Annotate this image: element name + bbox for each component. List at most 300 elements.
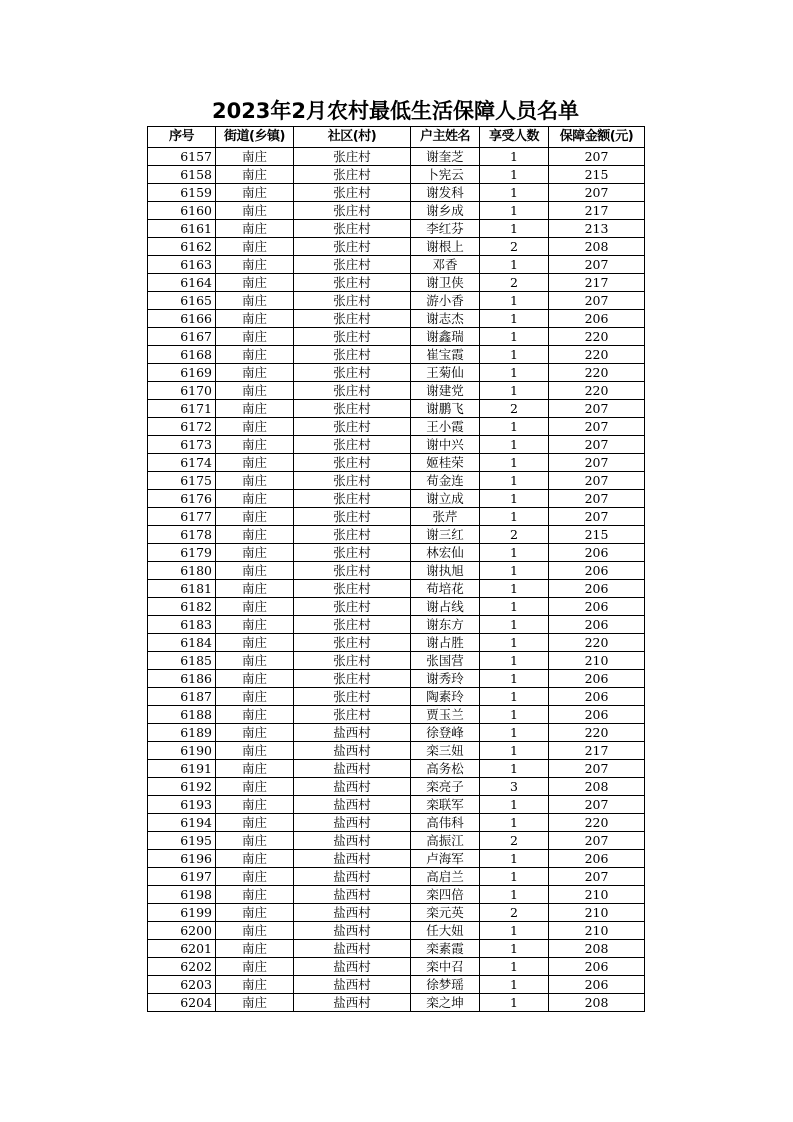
cell-count: 1 xyxy=(480,562,549,580)
cell-seq: 6200 xyxy=(148,922,216,940)
cell-count: 2 xyxy=(480,526,549,544)
cell-name: 张国营 xyxy=(411,652,480,670)
cell-town: 南庄 xyxy=(216,400,294,418)
table-row xyxy=(148,310,645,328)
table-row xyxy=(148,148,645,166)
cell-village: 盐西村 xyxy=(294,778,411,796)
table-row xyxy=(148,868,645,886)
cell-town: 南庄 xyxy=(216,976,294,994)
cell-name: 卢海军 xyxy=(411,850,480,868)
cell-village: 张庄村 xyxy=(294,202,411,220)
table-row xyxy=(148,940,645,958)
cell-seq: 6157 xyxy=(148,148,216,166)
cell-village: 盐西村 xyxy=(294,832,411,850)
cell-village: 盐西村 xyxy=(294,724,411,742)
cell-count: 1 xyxy=(480,850,549,868)
cell-name: 谢发科 xyxy=(411,184,480,202)
cell-town: 南庄 xyxy=(216,868,294,886)
cell-village: 张庄村 xyxy=(294,436,411,454)
cell-count: 1 xyxy=(480,886,549,904)
cell-seq: 6175 xyxy=(148,472,216,490)
cell-count: 1 xyxy=(480,490,549,508)
cell-name: 林宏仙 xyxy=(411,544,480,562)
table-row xyxy=(148,292,645,310)
cell-count: 2 xyxy=(480,238,549,256)
cell-name: 高启兰 xyxy=(411,868,480,886)
cell-count: 1 xyxy=(480,598,549,616)
table-row xyxy=(148,994,645,1012)
cell-name: 栾中召 xyxy=(411,958,480,976)
cell-name: 谢根上 xyxy=(411,238,480,256)
table-row xyxy=(148,958,645,976)
table-row xyxy=(148,508,645,526)
cell-village: 张庄村 xyxy=(294,508,411,526)
cell-count: 1 xyxy=(480,544,549,562)
cell-count: 1 xyxy=(480,202,549,220)
cell-town: 南庄 xyxy=(216,724,294,742)
cell-amount: 213 xyxy=(549,220,645,238)
cell-seq: 6161 xyxy=(148,220,216,238)
cell-amount: 220 xyxy=(549,364,645,382)
cell-name: 谢东方 xyxy=(411,616,480,634)
cell-name: 卜宪云 xyxy=(411,166,480,184)
cell-town: 南庄 xyxy=(216,436,294,454)
cell-amount: 220 xyxy=(549,346,645,364)
cell-name: 姬桂荣 xyxy=(411,454,480,472)
cell-town: 南庄 xyxy=(216,544,294,562)
cell-amount: 207 xyxy=(549,832,645,850)
cell-name: 高务松 xyxy=(411,760,480,778)
cell-village: 张庄村 xyxy=(294,580,411,598)
cell-seq: 6190 xyxy=(148,742,216,760)
cell-amount: 206 xyxy=(549,976,645,994)
table-row xyxy=(148,670,645,688)
table-row xyxy=(148,562,645,580)
cell-village: 盐西村 xyxy=(294,994,411,1012)
cell-village: 张庄村 xyxy=(294,562,411,580)
table-row xyxy=(148,616,645,634)
cell-seq: 6195 xyxy=(148,832,216,850)
cell-amount: 220 xyxy=(549,724,645,742)
table-row xyxy=(148,886,645,904)
cell-seq: 6179 xyxy=(148,544,216,562)
table-row xyxy=(148,742,645,760)
cell-town: 南庄 xyxy=(216,634,294,652)
cell-town: 南庄 xyxy=(216,616,294,634)
cell-seq: 6184 xyxy=(148,634,216,652)
cell-village: 张庄村 xyxy=(294,184,411,202)
table-row xyxy=(148,544,645,562)
cell-seq: 6180 xyxy=(148,562,216,580)
cell-count: 1 xyxy=(480,634,549,652)
cell-town: 南庄 xyxy=(216,742,294,760)
cell-seq: 6185 xyxy=(148,652,216,670)
cell-village: 张庄村 xyxy=(294,364,411,382)
cell-seq: 6203 xyxy=(148,976,216,994)
cell-amount: 207 xyxy=(549,508,645,526)
table-row xyxy=(148,724,645,742)
cell-seq: 6202 xyxy=(148,958,216,976)
cell-count: 1 xyxy=(480,616,549,634)
cell-amount: 220 xyxy=(549,328,645,346)
cell-town: 南庄 xyxy=(216,346,294,364)
cell-name: 谢秀玲 xyxy=(411,670,480,688)
cell-amount: 207 xyxy=(549,868,645,886)
cell-count: 1 xyxy=(480,454,549,472)
cell-town: 南庄 xyxy=(216,364,294,382)
cell-seq: 6196 xyxy=(148,850,216,868)
cell-seq: 6178 xyxy=(148,526,216,544)
cell-village: 张庄村 xyxy=(294,346,411,364)
cell-count: 1 xyxy=(480,580,549,598)
cell-seq: 6177 xyxy=(148,508,216,526)
table-row xyxy=(148,238,645,256)
cell-name: 谢乡成 xyxy=(411,202,480,220)
cell-count: 1 xyxy=(480,310,549,328)
table-row xyxy=(148,904,645,922)
table-row xyxy=(148,382,645,400)
cell-name: 栾四倍 xyxy=(411,886,480,904)
table-row xyxy=(148,526,645,544)
cell-count: 1 xyxy=(480,994,549,1012)
cell-town: 南庄 xyxy=(216,148,294,166)
cell-town: 南庄 xyxy=(216,292,294,310)
cell-amount: 207 xyxy=(549,184,645,202)
header-amount: 保障金额(元) xyxy=(549,127,645,148)
cell-seq: 6183 xyxy=(148,616,216,634)
cell-amount: 220 xyxy=(549,382,645,400)
cell-town: 南庄 xyxy=(216,958,294,976)
cell-count: 1 xyxy=(480,148,549,166)
cell-amount: 210 xyxy=(549,886,645,904)
cell-amount: 215 xyxy=(549,166,645,184)
table-row xyxy=(148,652,645,670)
roster-table xyxy=(147,126,645,1012)
cell-amount: 208 xyxy=(549,238,645,256)
table-row xyxy=(148,832,645,850)
cell-seq: 6164 xyxy=(148,274,216,292)
cell-name: 王小霞 xyxy=(411,418,480,436)
cell-count: 2 xyxy=(480,832,549,850)
cell-town: 南庄 xyxy=(216,760,294,778)
table-row xyxy=(148,490,645,508)
cell-town: 南庄 xyxy=(216,778,294,796)
header-name: 户主姓名 xyxy=(411,127,480,148)
table-row xyxy=(148,220,645,238)
cell-name: 栾元英 xyxy=(411,904,480,922)
cell-town: 南庄 xyxy=(216,688,294,706)
cell-amount: 207 xyxy=(549,400,645,418)
header-town: 街道(乡镇) xyxy=(216,127,294,148)
table-row xyxy=(148,364,645,382)
cell-village: 张庄村 xyxy=(294,472,411,490)
cell-count: 1 xyxy=(480,256,549,274)
cell-seq: 6172 xyxy=(148,418,216,436)
cell-amount: 217 xyxy=(549,202,645,220)
cell-seq: 6171 xyxy=(148,400,216,418)
cell-count: 1 xyxy=(480,760,549,778)
cell-village: 盐西村 xyxy=(294,976,411,994)
cell-count: 1 xyxy=(480,958,549,976)
cell-name: 李红芬 xyxy=(411,220,480,238)
cell-village: 张庄村 xyxy=(294,634,411,652)
cell-count: 1 xyxy=(480,706,549,724)
table-row xyxy=(148,634,645,652)
table-row xyxy=(148,850,645,868)
cell-name: 王菊仙 xyxy=(411,364,480,382)
cell-seq: 6167 xyxy=(148,328,216,346)
cell-name: 栾之坤 xyxy=(411,994,480,1012)
cell-town: 南庄 xyxy=(216,850,294,868)
cell-amount: 220 xyxy=(549,814,645,832)
cell-name: 谢三红 xyxy=(411,526,480,544)
cell-seq: 6191 xyxy=(148,760,216,778)
cell-town: 南庄 xyxy=(216,706,294,724)
cell-village: 张庄村 xyxy=(294,382,411,400)
cell-town: 南庄 xyxy=(216,454,294,472)
cell-amount: 206 xyxy=(549,688,645,706)
cell-seq: 6189 xyxy=(148,724,216,742)
cell-amount: 207 xyxy=(549,454,645,472)
cell-town: 南庄 xyxy=(216,598,294,616)
cell-town: 南庄 xyxy=(216,886,294,904)
cell-name: 崔宝霞 xyxy=(411,346,480,364)
cell-name: 谢建党 xyxy=(411,382,480,400)
cell-amount: 207 xyxy=(549,796,645,814)
cell-seq: 6187 xyxy=(148,688,216,706)
cell-count: 1 xyxy=(480,292,549,310)
cell-town: 南庄 xyxy=(216,166,294,184)
cell-town: 南庄 xyxy=(216,472,294,490)
table-header-row xyxy=(148,127,645,148)
cell-amount: 206 xyxy=(549,598,645,616)
table-row xyxy=(148,274,645,292)
table-row xyxy=(148,328,645,346)
cell-town: 南庄 xyxy=(216,922,294,940)
cell-count: 1 xyxy=(480,742,549,760)
cell-name: 栾三妞 xyxy=(411,742,480,760)
cell-count: 1 xyxy=(480,652,549,670)
cell-seq: 6186 xyxy=(148,670,216,688)
cell-village: 盐西村 xyxy=(294,886,411,904)
cell-seq: 6181 xyxy=(148,580,216,598)
cell-count: 1 xyxy=(480,868,549,886)
cell-count: 3 xyxy=(480,778,549,796)
cell-count: 1 xyxy=(480,472,549,490)
cell-village: 张庄村 xyxy=(294,328,411,346)
cell-village: 张庄村 xyxy=(294,220,411,238)
cell-amount: 208 xyxy=(549,778,645,796)
cell-amount: 207 xyxy=(549,436,645,454)
cell-town: 南庄 xyxy=(216,814,294,832)
cell-name: 谢执旭 xyxy=(411,562,480,580)
cell-seq: 6168 xyxy=(148,346,216,364)
cell-amount: 206 xyxy=(549,580,645,598)
cell-seq: 6174 xyxy=(148,454,216,472)
cell-name: 谢占线 xyxy=(411,598,480,616)
cell-town: 南庄 xyxy=(216,580,294,598)
cell-village: 盐西村 xyxy=(294,850,411,868)
cell-seq: 6188 xyxy=(148,706,216,724)
cell-count: 1 xyxy=(480,382,549,400)
cell-count: 2 xyxy=(480,400,549,418)
table-row xyxy=(148,922,645,940)
cell-count: 1 xyxy=(480,940,549,958)
cell-town: 南庄 xyxy=(216,508,294,526)
cell-count: 1 xyxy=(480,364,549,382)
cell-amount: 208 xyxy=(549,940,645,958)
cell-count: 1 xyxy=(480,418,549,436)
cell-village: 盐西村 xyxy=(294,940,411,958)
cell-amount: 210 xyxy=(549,652,645,670)
cell-town: 南庄 xyxy=(216,184,294,202)
cell-name: 任大妞 xyxy=(411,922,480,940)
document-title: 2023年2月农村最低生活保障人员名单 xyxy=(211,99,580,123)
table-row xyxy=(148,706,645,724)
table-row xyxy=(148,580,645,598)
cell-town: 南庄 xyxy=(216,328,294,346)
cell-seq: 6204 xyxy=(148,994,216,1012)
table-row xyxy=(148,760,645,778)
cell-count: 1 xyxy=(480,508,549,526)
cell-seq: 6166 xyxy=(148,310,216,328)
table-row xyxy=(148,400,645,418)
cell-seq: 6192 xyxy=(148,778,216,796)
cell-amount: 208 xyxy=(549,994,645,1012)
table-row xyxy=(148,436,645,454)
cell-village: 张庄村 xyxy=(294,454,411,472)
cell-village: 张庄村 xyxy=(294,418,411,436)
cell-village: 张庄村 xyxy=(294,256,411,274)
cell-village: 张庄村 xyxy=(294,652,411,670)
cell-amount: 217 xyxy=(549,742,645,760)
cell-amount: 210 xyxy=(549,922,645,940)
cell-count: 2 xyxy=(480,274,549,292)
cell-amount: 220 xyxy=(549,634,645,652)
cell-seq: 6162 xyxy=(148,238,216,256)
cell-town: 南庄 xyxy=(216,904,294,922)
cell-name: 荀金连 xyxy=(411,472,480,490)
cell-village: 张庄村 xyxy=(294,292,411,310)
cell-village: 张庄村 xyxy=(294,148,411,166)
cell-amount: 206 xyxy=(549,706,645,724)
cell-name: 谢中兴 xyxy=(411,436,480,454)
cell-seq: 6158 xyxy=(148,166,216,184)
cell-seq: 6201 xyxy=(148,940,216,958)
cell-amount: 207 xyxy=(549,472,645,490)
cell-name: 谢占胜 xyxy=(411,634,480,652)
table-row xyxy=(148,778,645,796)
cell-amount: 210 xyxy=(549,904,645,922)
cell-count: 1 xyxy=(480,184,549,202)
cell-seq: 6176 xyxy=(148,490,216,508)
cell-amount: 217 xyxy=(549,274,645,292)
cell-village: 张庄村 xyxy=(294,688,411,706)
cell-amount: 207 xyxy=(549,418,645,436)
cell-count: 1 xyxy=(480,814,549,832)
cell-village: 盐西村 xyxy=(294,796,411,814)
cell-amount: 206 xyxy=(549,850,645,868)
cell-amount: 207 xyxy=(549,292,645,310)
cell-village: 盐西村 xyxy=(294,958,411,976)
cell-town: 南庄 xyxy=(216,940,294,958)
header-village: 社区(村) xyxy=(294,127,411,148)
cell-name: 谢鑫瑞 xyxy=(411,328,480,346)
cell-count: 1 xyxy=(480,976,549,994)
cell-village: 盐西村 xyxy=(294,868,411,886)
cell-amount: 207 xyxy=(549,760,645,778)
cell-town: 南庄 xyxy=(216,418,294,436)
table-row xyxy=(148,472,645,490)
cell-count: 2 xyxy=(480,904,549,922)
cell-seq: 6159 xyxy=(148,184,216,202)
cell-village: 张庄村 xyxy=(294,274,411,292)
cell-amount: 206 xyxy=(549,616,645,634)
cell-village: 盐西村 xyxy=(294,922,411,940)
cell-amount: 206 xyxy=(549,544,645,562)
table-body xyxy=(148,148,645,1012)
table-row xyxy=(148,256,645,274)
cell-name: 栾素霞 xyxy=(411,940,480,958)
cell-town: 南庄 xyxy=(216,796,294,814)
cell-seq: 6197 xyxy=(148,868,216,886)
cell-town: 南庄 xyxy=(216,220,294,238)
cell-seq: 6169 xyxy=(148,364,216,382)
cell-town: 南庄 xyxy=(216,652,294,670)
cell-count: 1 xyxy=(480,346,549,364)
cell-seq: 6173 xyxy=(148,436,216,454)
table-row xyxy=(148,598,645,616)
cell-town: 南庄 xyxy=(216,670,294,688)
cell-town: 南庄 xyxy=(216,490,294,508)
cell-count: 1 xyxy=(480,436,549,454)
cell-town: 南庄 xyxy=(216,310,294,328)
table-row xyxy=(148,418,645,436)
cell-amount: 206 xyxy=(549,310,645,328)
cell-amount: 207 xyxy=(549,490,645,508)
cell-name: 陶素玲 xyxy=(411,688,480,706)
cell-name: 谢卫侠 xyxy=(411,274,480,292)
cell-name: 游小香 xyxy=(411,292,480,310)
cell-count: 1 xyxy=(480,166,549,184)
cell-seq: 6165 xyxy=(148,292,216,310)
cell-village: 盐西村 xyxy=(294,814,411,832)
cell-amount: 206 xyxy=(549,958,645,976)
cell-village: 张庄村 xyxy=(294,310,411,328)
cell-seq: 6194 xyxy=(148,814,216,832)
cell-village: 张庄村 xyxy=(294,166,411,184)
cell-village: 张庄村 xyxy=(294,490,411,508)
cell-seq: 6170 xyxy=(148,382,216,400)
table-row xyxy=(148,454,645,472)
table-row xyxy=(148,814,645,832)
cell-seq: 6182 xyxy=(148,598,216,616)
table-row xyxy=(148,976,645,994)
cell-town: 南庄 xyxy=(216,274,294,292)
cell-town: 南庄 xyxy=(216,526,294,544)
cell-amount: 206 xyxy=(549,670,645,688)
cell-amount: 207 xyxy=(549,148,645,166)
cell-village: 盐西村 xyxy=(294,760,411,778)
cell-seq: 6198 xyxy=(148,886,216,904)
cell-name: 徐登峰 xyxy=(411,724,480,742)
cell-count: 1 xyxy=(480,922,549,940)
cell-count: 1 xyxy=(480,328,549,346)
cell-count: 1 xyxy=(480,220,549,238)
table-row xyxy=(148,166,645,184)
cell-amount: 207 xyxy=(549,256,645,274)
cell-name: 栾亮子 xyxy=(411,778,480,796)
